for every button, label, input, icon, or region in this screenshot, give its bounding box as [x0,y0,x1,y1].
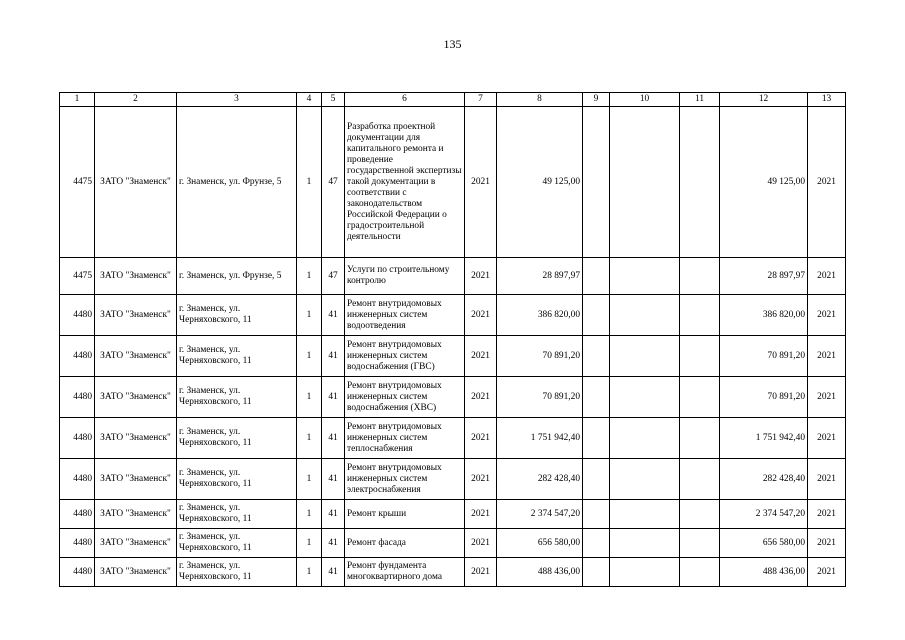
cell-col9 [583,295,610,336]
cell-year-end: 2021 [808,500,846,529]
cell-col10 [610,377,680,418]
cell-work-type: Ремонт фундамента многоквартирного дома [345,558,465,587]
cell-year-end: 2021 [808,377,846,418]
cell-col10 [610,107,680,258]
cell-year: 2021 [465,459,497,500]
table-row [60,295,846,336]
cell-col9 [583,336,610,377]
cell-col10 [610,500,680,529]
cell-year: 2021 [465,500,497,529]
cell-col11 [680,529,720,558]
header-cell: 12 [720,93,808,107]
table-row [60,459,846,500]
cell-year-end: 2021 [808,558,846,587]
header-cell: 8 [497,93,583,107]
cell-municipality: ЗАТО "Знаменск" [95,258,177,295]
cell-year: 2021 [465,558,497,587]
cell-total-cost: 488 436,00 [497,558,583,587]
cell-year: 2021 [465,258,497,295]
cell-total-cost: 656 580,00 [497,529,583,558]
cell-address: г. Знаменск, ул. Черняховского, 11 [177,295,297,336]
cell-col5: 41 [322,500,345,529]
cell-col11 [680,558,720,587]
cell-work-type: Разработка проектной документации для капитального ремонта и проведение государственной экспертизы такой документации в соответствии с законодательством Российской Федерации о градостроительной деятельности [345,107,465,258]
cell-year-end: 2021 [808,336,846,377]
cell-col5: 41 [322,558,345,587]
cell-address: г. Знаменск, ул. Черняховского, 11 [177,529,297,558]
cell-col9 [583,500,610,529]
cell-number: 4480 [60,529,95,558]
cell-year: 2021 [465,377,497,418]
header-row [60,93,846,107]
cell-cost-col12: 386 820,00 [720,295,808,336]
cell-cost-col12: 656 580,00 [720,529,808,558]
header-cell: 4 [297,93,322,107]
cell-col10 [610,258,680,295]
cell-work-type: Ремонт крыши [345,500,465,529]
cell-col10 [610,418,680,459]
cell-address: г. Знаменск, ул. Черняховского, 11 [177,418,297,459]
header-cell: 5 [322,93,345,107]
cell-col9 [583,459,610,500]
cell-address: г. Знаменск, ул. Черняховского, 11 [177,558,297,587]
cell-cost-col12: 49 125,00 [720,107,808,258]
cell-municipality: ЗАТО "Знаменск" [95,459,177,500]
cell-cost-col12: 2 374 547,20 [720,500,808,529]
header-cell: 7 [465,93,497,107]
cell-municipality: ЗАТО "Знаменск" [95,295,177,336]
cell-col4: 1 [297,295,322,336]
cell-work-type: Ремонт внутридомовых инженерных систем водоотведения [345,295,465,336]
cell-number: 4480 [60,558,95,587]
cell-year: 2021 [465,336,497,377]
cell-total-cost: 2 374 547,20 [497,500,583,529]
cell-cost-col12: 28 897,97 [720,258,808,295]
cell-year: 2021 [465,107,497,258]
cell-number: 4480 [60,336,95,377]
cell-address: г. Знаменск, ул. Фрунзе, 5 [177,107,297,258]
cell-cost-col12: 1 751 942,40 [720,418,808,459]
cell-number: 4480 [60,295,95,336]
cell-total-cost: 386 820,00 [497,295,583,336]
cell-col9 [583,529,610,558]
header-cell: 3 [177,93,297,107]
cell-col11 [680,295,720,336]
cell-col4: 1 [297,336,322,377]
cell-col5: 47 [322,107,345,258]
cell-year: 2021 [465,295,497,336]
cell-address: г. Знаменск, ул. Черняховского, 11 [177,500,297,529]
table-row [60,107,846,258]
cell-col4: 1 [297,558,322,587]
cell-col11 [680,500,720,529]
cell-work-type: Ремонт внутридомовых инженерных систем водоснабжения (ГВС) [345,336,465,377]
header-cell: 1 [60,93,95,107]
cell-address: г. Знаменск, ул. Черняховского, 11 [177,377,297,418]
cell-col5: 41 [322,295,345,336]
cell-number: 4475 [60,107,95,258]
cell-col11 [680,258,720,295]
cell-total-cost: 282 428,40 [497,459,583,500]
cell-col11 [680,107,720,258]
cell-work-type: Ремонт фасада [345,529,465,558]
cell-col9 [583,558,610,587]
cell-municipality: ЗАТО "Знаменск" [95,418,177,459]
cell-col9 [583,418,610,459]
cell-total-cost: 1 751 942,40 [497,418,583,459]
program-table [59,92,846,587]
cell-cost-col12: 282 428,40 [720,459,808,500]
cell-col4: 1 [297,107,322,258]
header-cell: 9 [583,93,610,107]
header-cell: 2 [95,93,177,107]
cell-col9 [583,377,610,418]
cell-year-end: 2021 [808,459,846,500]
cell-year: 2021 [465,529,497,558]
cell-col5: 41 [322,377,345,418]
cell-col9 [583,107,610,258]
header-cell: 10 [610,93,680,107]
cell-address: г. Знаменск, ул. Черняховского, 11 [177,336,297,377]
cell-col10 [610,459,680,500]
cell-col11 [680,459,720,500]
cell-work-type: Ремонт внутридомовых инженерных систем электроснабжения [345,459,465,500]
cell-total-cost: 28 897,97 [497,258,583,295]
cell-year-end: 2021 [808,418,846,459]
cell-year-end: 2021 [808,258,846,295]
cell-col4: 1 [297,418,322,459]
table-row [60,377,846,418]
cell-number: 4480 [60,418,95,459]
cell-col5: 41 [322,459,345,500]
cell-col11 [680,377,720,418]
header-cell: 6 [345,93,465,107]
page-number: 135 [443,37,462,51]
cell-municipality: ЗАТО "Знаменск" [95,107,177,258]
cell-year-end: 2021 [808,529,846,558]
table-row [60,336,846,377]
cell-col10 [610,529,680,558]
cell-work-type: Ремонт внутридомовых инженерных систем теплоснабжения [345,418,465,459]
cell-cost-col12: 70 891,20 [720,336,808,377]
cell-total-cost: 70 891,20 [497,336,583,377]
cell-total-cost: 70 891,20 [497,377,583,418]
header-cell: 11 [680,93,720,107]
cell-col5: 41 [322,418,345,459]
cell-address: г. Знаменск, ул. Черняховского, 11 [177,459,297,500]
cell-number: 4480 [60,377,95,418]
cell-col4: 1 [297,459,322,500]
table-row [60,500,846,529]
cell-number: 4480 [60,459,95,500]
header-cell: 13 [808,93,846,107]
cell-work-type: Ремонт внутридомовых инженерных систем водоснабжения (ХВС) [345,377,465,418]
cell-municipality: ЗАТО "Знаменск" [95,558,177,587]
cell-col4: 1 [297,377,322,418]
cell-year-end: 2021 [808,107,846,258]
cell-cost-col12: 70 891,20 [720,377,808,418]
cell-col9 [583,258,610,295]
table-row [60,418,846,459]
cell-col4: 1 [297,500,322,529]
cell-col5: 41 [322,529,345,558]
cell-year: 2021 [465,418,497,459]
cell-address: г. Знаменск, ул. Фрунзе, 5 [177,258,297,295]
cell-col10 [610,336,680,377]
cell-number: 4480 [60,500,95,529]
table-body [60,93,846,587]
table-row [60,558,846,587]
cell-municipality: ЗАТО "Знаменск" [95,500,177,529]
cell-work-type: Услуги по строительному контролю [345,258,465,295]
cell-municipality: ЗАТО "Знаменск" [95,336,177,377]
cell-cost-col12: 488 436,00 [720,558,808,587]
cell-number: 4475 [60,258,95,295]
cell-col11 [680,418,720,459]
cell-col4: 1 [297,258,322,295]
cell-municipality: ЗАТО "Знаменск" [95,377,177,418]
cell-col4: 1 [297,529,322,558]
table-row [60,529,846,558]
cell-col11 [680,336,720,377]
cell-col5: 41 [322,336,345,377]
cell-total-cost: 49 125,00 [497,107,583,258]
table-row [60,258,846,295]
cell-year-end: 2021 [808,295,846,336]
cell-col10 [610,295,680,336]
cell-col10 [610,558,680,587]
cell-col5: 47 [322,258,345,295]
cell-municipality: ЗАТО "Знаменск" [95,529,177,558]
